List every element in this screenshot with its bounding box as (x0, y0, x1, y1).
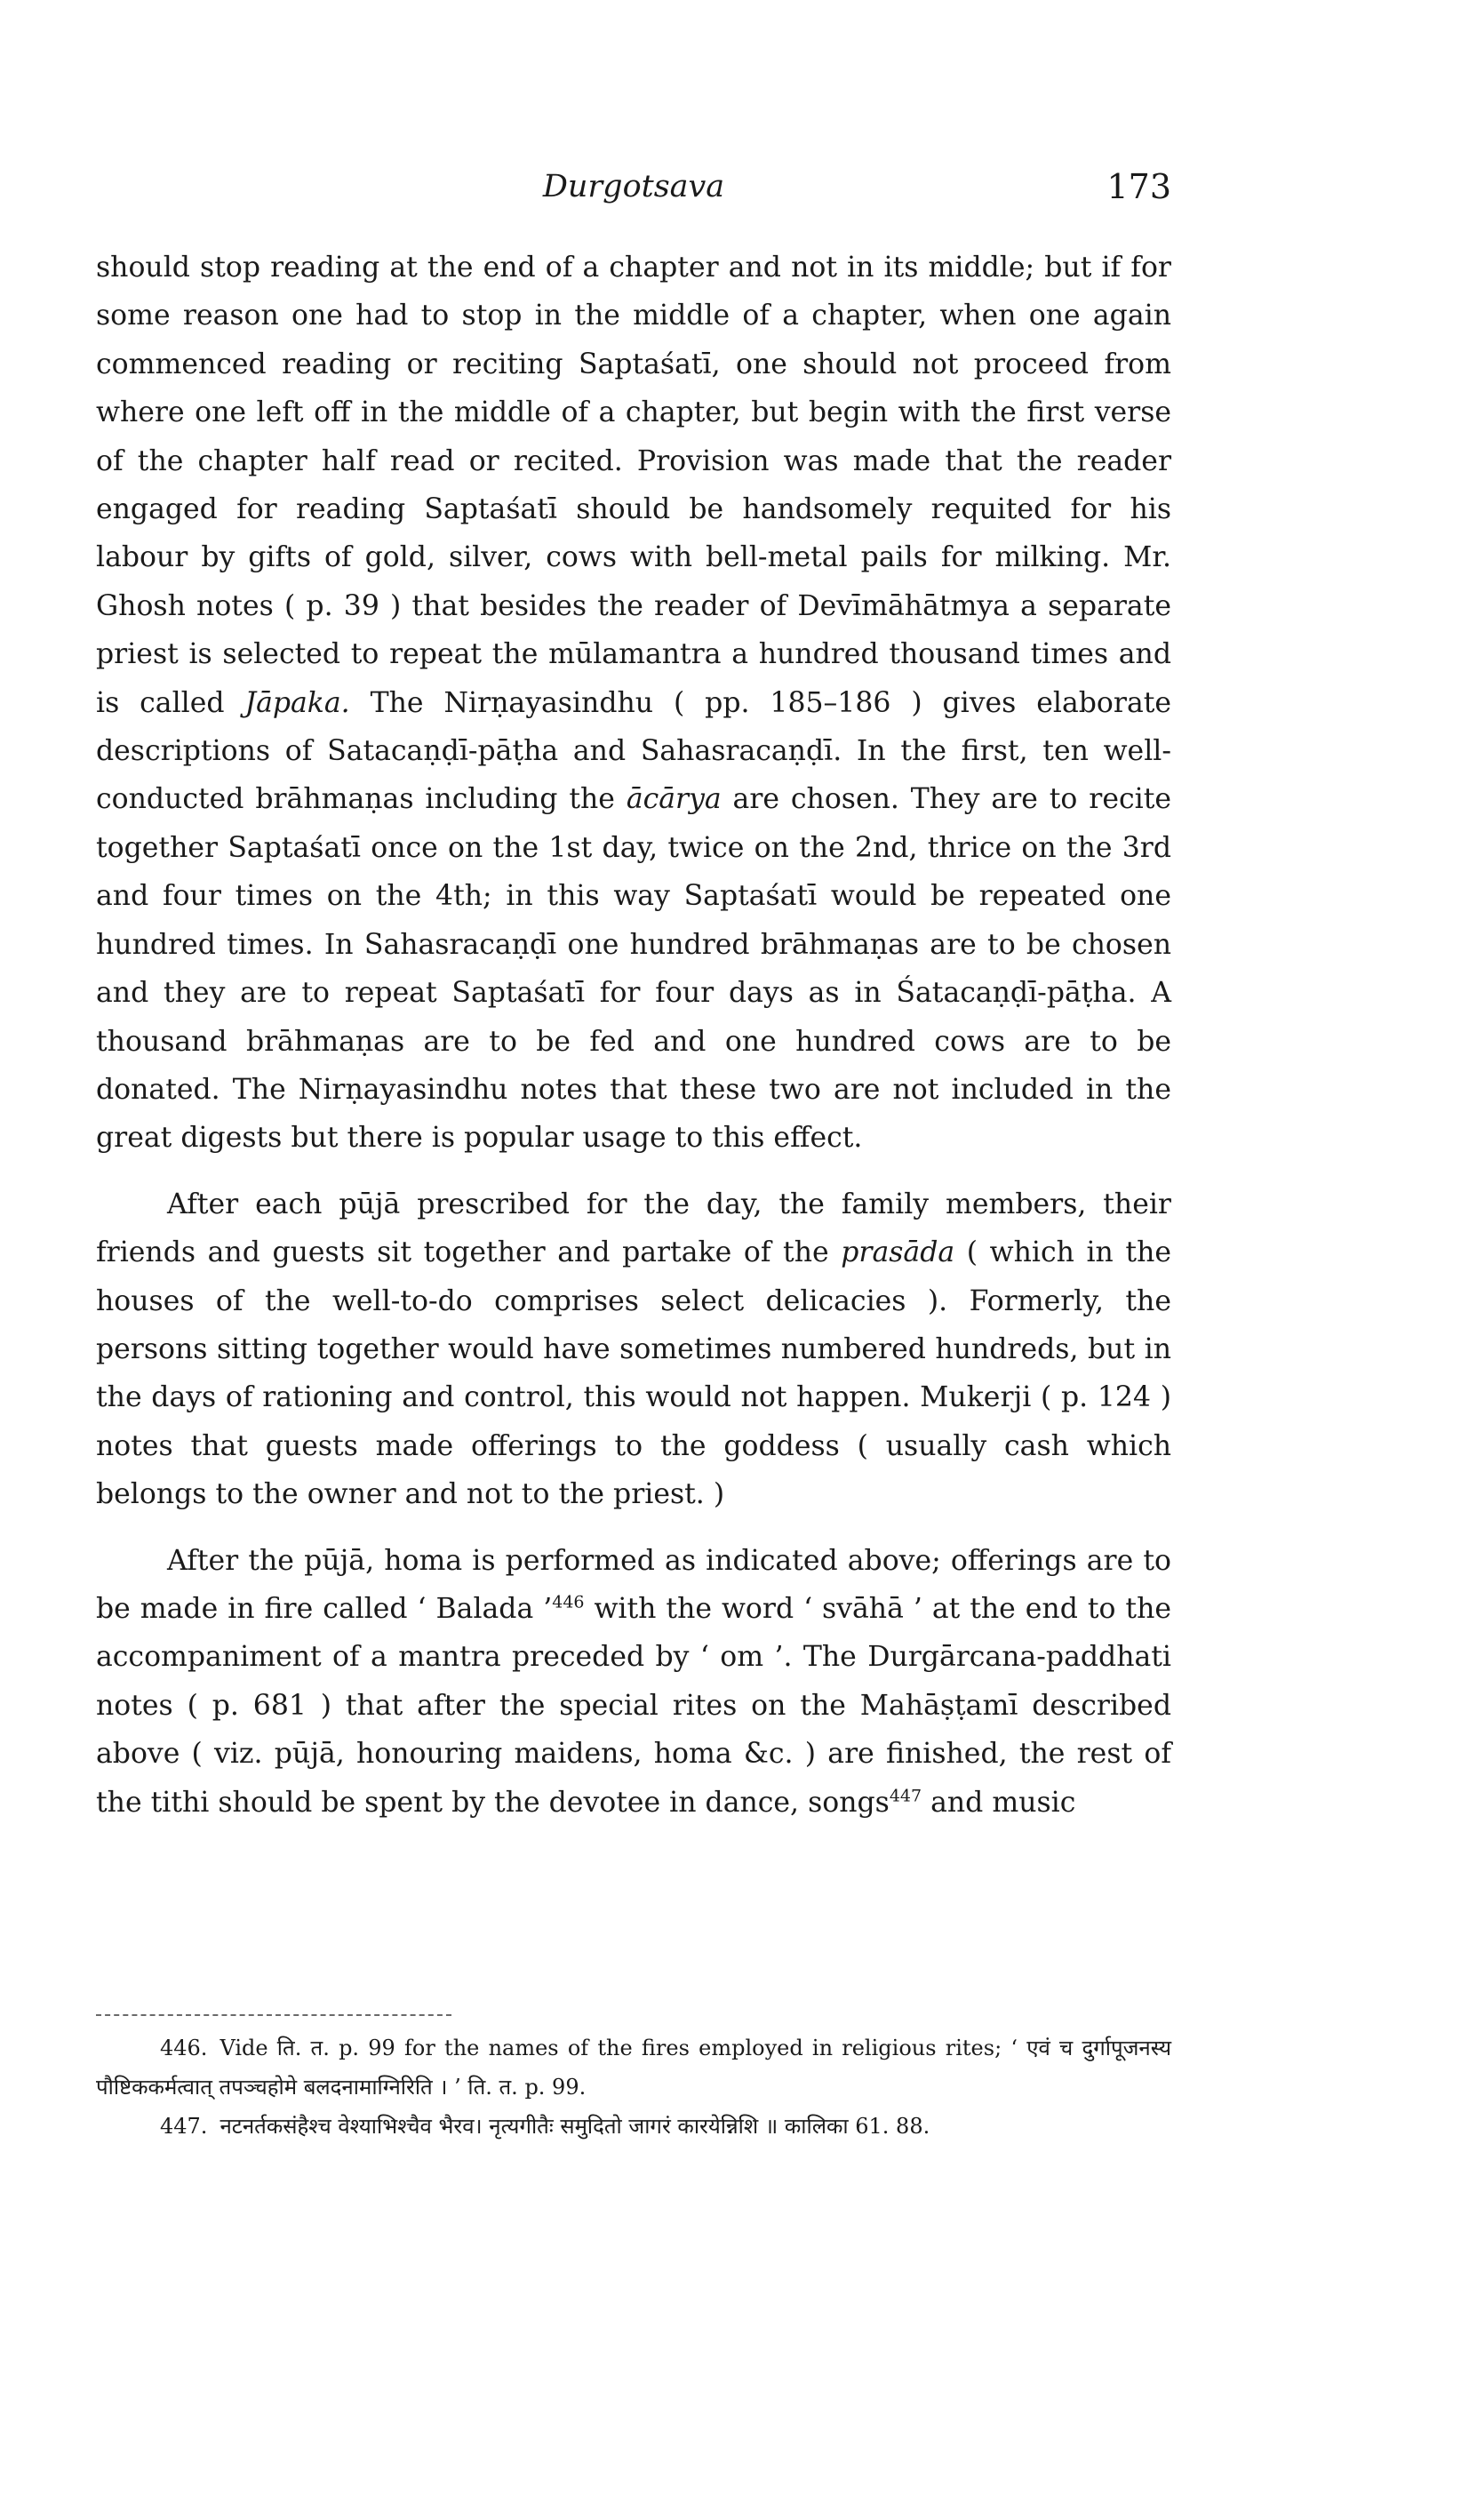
footnote-text: Vide ति. त. p. 99 for the names of the fires employed in religious rites; ‘ एवं च दुर्गापूजनस्य पौष्टिककर्मत्वात् तपञ्चहोमे बलदनामाग्निरिति । ’ ति. त. p. 99. (96, 2036, 1171, 2100)
footnote-number: 447. (160, 2114, 208, 2139)
paragraph-2-text-c: ( which in the houses of the well-to-do comprises select delicacies ). Formerly, the persons sitting together would have sometimes numbered hundreds, but in the days of rationing and control, this would not happen. Mukerji ( p. 124 ) notes that guests made offerings to the goddess ( usually cash which belongs to the owner and not to the priest. ) (96, 1236, 1172, 1511)
running-title: Durgotsava (542, 169, 725, 204)
footnote-ref-446[interactable]: 446 (552, 1592, 585, 1612)
footnote-number: 446. (160, 2036, 208, 2060)
paragraph-1-text-a: should stop reading at the end of a chapter and not in its middle; but if for some reason one had to stop in the middle of a chapter, when one again commenced reading or reciting Saptaśatī, one should not proceed from where one left off in the middle of a chapter, but begin with the first verse of the chapter half read or recited. Provision was made that the reader engaged for reading Saptaśatī should be handsomely requited for his labour by gifts of gold, silver, cows with bell-metal pails for milking. Mr. Ghosh notes ( p. 39 ) that besides the reader of Devīmāhātmya a separate priest is selected to repeat the mūlamantra a hundred thousand times and is called (96, 252, 1171, 719)
page-number: 173 (1106, 167, 1171, 206)
paragraph-1-text-c: The Nirṇayasindhu ( pp. 185–186 ) gives elaborate descriptions of Satacaṇḍī-pāṭha and Sahasracaṇḍī. In the first, ten well-conducted brāhmaṇas including the (96, 686, 1172, 816)
term-prasada: prasāda (841, 1236, 955, 1269)
footnote-447 (96, 2107, 1171, 2146)
paragraph-3-text-c: and music (930, 1786, 1076, 1819)
term-acarya: ācārya (626, 783, 722, 816)
body-text (96, 244, 1171, 1827)
paragraph-2-text-a: After each pūjā prescribed for the day, the family members, their friends and guests sit together and partake of the (96, 1188, 1171, 1269)
footnote-ref-447[interactable]: 447 (889, 1786, 922, 1806)
paragraph-2 (96, 1180, 1171, 1519)
paragraph-1-text-e: are chosen. They are to recite together Saptaśatī once on the 1st day, twice on the 2nd, thrice on the 3rd and four times on the 4th; in this way Saptaśatī would be repeated one hundred times. In Sahasracaṇḍī one hundred brāhmaṇas are to be chosen and they are to repeat Saptaśatī for four days as in Śatacaṇḍī-pāṭha. A thousand brāhmaṇas are to be fed and one hundred cows are to be donated. The Nirṇayasindhu notes that these two are not included in the great digests but there is popular usage to this effect. (96, 783, 1171, 1155)
paragraph-1 (96, 244, 1171, 1163)
footnotes (96, 2028, 1171, 2146)
paragraph-3 (96, 1537, 1171, 1827)
term-japaka: Jāpaka. (244, 686, 350, 719)
footnote-separator (96, 2014, 451, 2016)
footnote-text: नटनर्तकसंहैश्च वेश्याभिश्चैव भैरव। नृत्यगीतैः समुदितो जागरं कारयेन्निशि ॥ कालिका 61. 88. (220, 2114, 930, 2139)
paragraph-3-text-b: with the word ‘ svāhā ’ at the end to the accompaniment of a mantra preceded by ‘ om ’. The Durgārcana-paddhati notes ( p. 681 ) that after the special rites on the Mahāṣṭamī described above ( viz. pūjā, honouring maidens, homa &c. ) are finished, the rest of the tithi should be spent by the devotee in dance, songs (96, 1592, 1172, 1819)
running-head (96, 160, 1171, 213)
paragraph-3-text-a: After the pūjā, homa is performed as indicated above; offerings are to be made in fire called ‘ Balada ’ (96, 1544, 1171, 1625)
footnote-446 (96, 2028, 1171, 2107)
